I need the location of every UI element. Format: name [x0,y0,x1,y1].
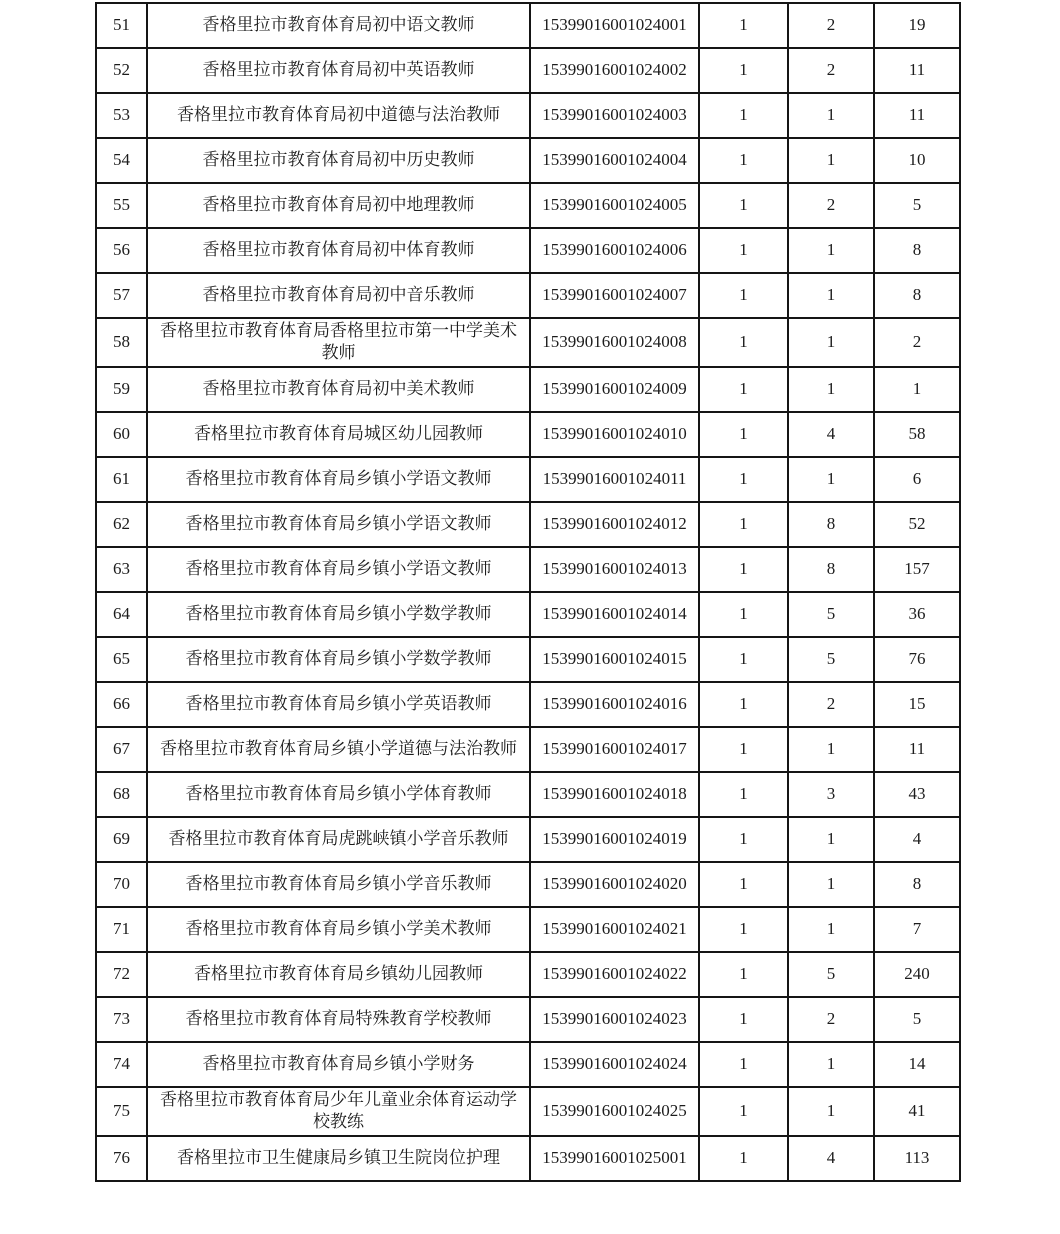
position-name-cell: 香格里拉市教育体育局香格里拉市第一中学美术教师 [147,318,530,367]
row-number-cell: 76 [96,1136,147,1181]
row-number-cell: 66 [96,682,147,727]
value3-cell: 15 [874,682,960,727]
value2-cell: 3 [788,772,874,817]
value3-cell: 8 [874,228,960,273]
position-name-cell: 香格里拉市教育体育局初中音乐教师 [147,273,530,318]
position-code-cell: 15399016001024004 [530,138,699,183]
table-row [96,817,960,862]
row-number-cell: 55 [96,183,147,228]
value3-cell: 157 [874,547,960,592]
position-name-cell: 香格里拉市教育体育局城区幼儿园教师 [147,412,530,457]
row-number-cell: 52 [96,48,147,93]
row-number-cell: 57 [96,273,147,318]
value2-cell: 1 [788,862,874,907]
position-code-cell: 15399016001024017 [530,727,699,772]
row-number-cell: 75 [96,1087,147,1136]
position-name-cell: 香格里拉市教育体育局初中地理教师 [147,183,530,228]
value2-cell: 2 [788,3,874,48]
position-code-cell: 15399016001025001 [530,1136,699,1181]
value1-cell: 1 [699,952,788,997]
value1-cell: 1 [699,592,788,637]
value1-cell: 1 [699,727,788,772]
position-name-cell: 香格里拉市教育体育局乡镇小学道德与法治教师 [147,727,530,772]
value1-cell: 1 [699,907,788,952]
position-code-cell: 15399016001024023 [530,997,699,1042]
value3-cell: 52 [874,502,960,547]
value2-cell: 8 [788,547,874,592]
position-code-cell: 15399016001024011 [530,457,699,502]
value2-cell: 1 [788,817,874,862]
value3-cell: 5 [874,183,960,228]
value1-cell: 1 [699,1087,788,1136]
table-row [96,48,960,93]
position-name-cell: 香格里拉市教育体育局少年儿童业余体育运动学校教练 [147,1087,530,1136]
position-name-cell: 香格里拉市教育体育局乡镇幼儿园教师 [147,952,530,997]
value1-cell: 1 [699,3,788,48]
row-number-cell: 60 [96,412,147,457]
position-code-cell: 15399016001024014 [530,592,699,637]
position-name-cell: 香格里拉市教育体育局乡镇小学美术教师 [147,907,530,952]
position-code-cell: 15399016001024024 [530,1042,699,1087]
position-code-cell: 15399016001024019 [530,817,699,862]
value1-cell: 1 [699,367,788,412]
position-name-cell: 香格里拉市教育体育局乡镇小学英语教师 [147,682,530,727]
value3-cell: 10 [874,138,960,183]
value1-cell: 1 [699,862,788,907]
row-number-cell: 51 [96,3,147,48]
value3-cell: 6 [874,457,960,502]
table-row [96,273,960,318]
value2-cell: 4 [788,412,874,457]
position-name-cell: 香格里拉市卫生健康局乡镇卫生院岗位护理 [147,1136,530,1181]
row-number-cell: 58 [96,318,147,367]
row-number-cell: 61 [96,457,147,502]
row-number-cell: 72 [96,952,147,997]
row-number-cell: 68 [96,772,147,817]
value3-cell: 43 [874,772,960,817]
table-row [96,592,960,637]
table-row [96,997,960,1042]
table-row [96,3,960,48]
position-code-cell: 15399016001024015 [530,637,699,682]
value3-cell: 2 [874,318,960,367]
value3-cell: 76 [874,637,960,682]
table-row [96,367,960,412]
position-name-cell: 香格里拉市教育体育局乡镇小学体育教师 [147,772,530,817]
table-row [96,1087,960,1136]
table-row [96,228,960,273]
value2-cell: 1 [788,138,874,183]
position-name-cell: 香格里拉市教育体育局虎跳峡镇小学音乐教师 [147,817,530,862]
position-code-cell: 15399016001024012 [530,502,699,547]
value3-cell: 7 [874,907,960,952]
value3-cell: 11 [874,48,960,93]
value2-cell: 1 [788,1042,874,1087]
row-number-cell: 73 [96,997,147,1042]
value1-cell: 1 [699,273,788,318]
position-code-cell: 15399016001024010 [530,412,699,457]
value3-cell: 8 [874,273,960,318]
row-number-cell: 70 [96,862,147,907]
position-code-cell: 15399016001024022 [530,952,699,997]
value2-cell: 1 [788,457,874,502]
row-number-cell: 53 [96,93,147,138]
value2-cell: 2 [788,183,874,228]
table-row [96,682,960,727]
position-code-cell: 15399016001024018 [530,772,699,817]
table-row [96,93,960,138]
position-name-cell: 香格里拉市教育体育局乡镇小学财务 [147,1042,530,1087]
positions-table [95,2,961,1182]
value2-cell: 2 [788,997,874,1042]
value2-cell: 1 [788,318,874,367]
row-number-cell: 64 [96,592,147,637]
table-row [96,952,960,997]
value2-cell: 1 [788,727,874,772]
row-number-cell: 54 [96,138,147,183]
table-row [96,907,960,952]
position-code-cell: 15399016001024007 [530,273,699,318]
position-name-cell: 香格里拉市教育体育局初中语文教师 [147,3,530,48]
value2-cell: 1 [788,228,874,273]
position-code-cell: 15399016001024020 [530,862,699,907]
value1-cell: 1 [699,48,788,93]
position-code-cell: 15399016001024008 [530,318,699,367]
table-row [96,727,960,772]
value3-cell: 11 [874,93,960,138]
value3-cell: 41 [874,1087,960,1136]
row-number-cell: 67 [96,727,147,772]
table-body [96,3,960,1181]
position-code-cell: 15399016001024002 [530,48,699,93]
value2-cell: 1 [788,367,874,412]
position-code-cell: 15399016001024003 [530,93,699,138]
table-row [96,1136,960,1181]
value3-cell: 8 [874,862,960,907]
value3-cell: 36 [874,592,960,637]
value1-cell: 1 [699,547,788,592]
row-number-cell: 69 [96,817,147,862]
value2-cell: 1 [788,93,874,138]
table-row [96,412,960,457]
row-number-cell: 56 [96,228,147,273]
value2-cell: 1 [788,907,874,952]
value3-cell: 58 [874,412,960,457]
position-name-cell: 香格里拉市教育体育局初中英语教师 [147,48,530,93]
table-row [96,547,960,592]
value2-cell: 1 [788,273,874,318]
position-name-cell: 香格里拉市教育体育局初中历史教师 [147,138,530,183]
row-number-cell: 65 [96,637,147,682]
value1-cell: 1 [699,138,788,183]
position-code-cell: 15399016001024025 [530,1087,699,1136]
value1-cell: 1 [699,637,788,682]
value1-cell: 1 [699,457,788,502]
value2-cell: 5 [788,592,874,637]
value2-cell: 5 [788,952,874,997]
value3-cell: 19 [874,3,960,48]
value3-cell: 4 [874,817,960,862]
table-row [96,318,960,367]
position-name-cell: 香格里拉市教育体育局乡镇小学语文教师 [147,457,530,502]
row-number-cell: 62 [96,502,147,547]
position-code-cell: 15399016001024001 [530,3,699,48]
value2-cell: 2 [788,682,874,727]
position-code-cell: 15399016001024013 [530,547,699,592]
value1-cell: 1 [699,772,788,817]
position-name-cell: 香格里拉市教育体育局乡镇小学音乐教师 [147,862,530,907]
value1-cell: 1 [699,183,788,228]
position-name-cell: 香格里拉市教育体育局特殊教育学校教师 [147,997,530,1042]
value3-cell: 14 [874,1042,960,1087]
value2-cell: 5 [788,637,874,682]
position-name-cell: 香格里拉市教育体育局乡镇小学数学教师 [147,592,530,637]
value3-cell: 240 [874,952,960,997]
value1-cell: 1 [699,412,788,457]
value1-cell: 1 [699,817,788,862]
value1-cell: 1 [699,1042,788,1087]
table-row [96,502,960,547]
position-name-cell: 香格里拉市教育体育局初中美术教师 [147,367,530,412]
table-row [96,1042,960,1087]
table-row [96,138,960,183]
value2-cell: 4 [788,1136,874,1181]
table-row [96,457,960,502]
value1-cell: 1 [699,318,788,367]
value3-cell: 1 [874,367,960,412]
value1-cell: 1 [699,228,788,273]
value1-cell: 1 [699,93,788,138]
position-code-cell: 15399016001024006 [530,228,699,273]
position-name-cell: 香格里拉市教育体育局初中道德与法治教师 [147,93,530,138]
position-name-cell: 香格里拉市教育体育局乡镇小学数学教师 [147,637,530,682]
position-code-cell: 15399016001024021 [530,907,699,952]
table-row [96,862,960,907]
position-name-cell: 香格里拉市教育体育局乡镇小学语文教师 [147,502,530,547]
row-number-cell: 71 [96,907,147,952]
position-code-cell: 15399016001024009 [530,367,699,412]
value2-cell: 8 [788,502,874,547]
row-number-cell: 63 [96,547,147,592]
value3-cell: 11 [874,727,960,772]
value2-cell: 1 [788,1087,874,1136]
position-name-cell: 香格里拉市教育体育局初中体育教师 [147,228,530,273]
table-row [96,772,960,817]
position-code-cell: 15399016001024016 [530,682,699,727]
value1-cell: 1 [699,1136,788,1181]
table-row [96,637,960,682]
row-number-cell: 59 [96,367,147,412]
value3-cell: 113 [874,1136,960,1181]
row-number-cell: 74 [96,1042,147,1087]
table-row [96,183,960,228]
value1-cell: 1 [699,682,788,727]
value2-cell: 2 [788,48,874,93]
value1-cell: 1 [699,997,788,1042]
position-name-cell: 香格里拉市教育体育局乡镇小学语文教师 [147,547,530,592]
value1-cell: 1 [699,502,788,547]
value3-cell: 5 [874,997,960,1042]
position-code-cell: 15399016001024005 [530,183,699,228]
